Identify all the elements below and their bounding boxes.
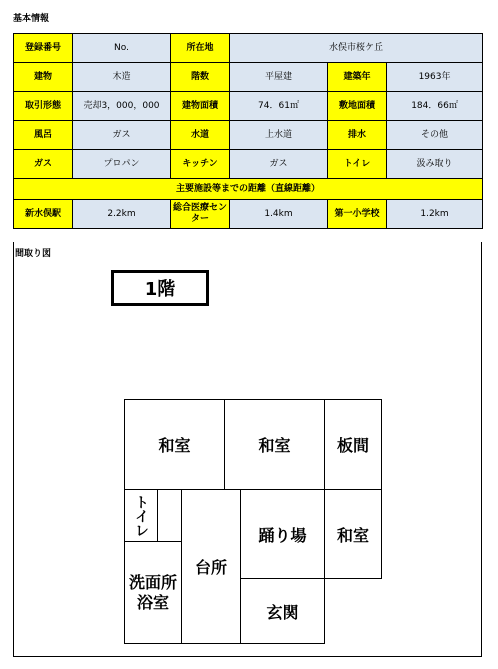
value-built-year: 1963年: [387, 63, 483, 92]
label-school: 第一小学校: [328, 200, 387, 229]
label-hospital: 総合医療センター: [171, 200, 230, 229]
label-station: 新水俣駅: [14, 200, 73, 229]
label-floors: 階数: [171, 63, 230, 92]
label-building: 建物: [14, 63, 73, 92]
room-genkan: 玄関: [240, 578, 325, 644]
floor-plan-label: 間取り図: [15, 249, 52, 259]
value-drainage: その他: [387, 121, 483, 150]
value-bath: ガス: [73, 121, 171, 150]
table-row: [14, 179, 483, 200]
section-title: 基本情報: [13, 14, 50, 24]
floor-label: 1階: [111, 270, 209, 306]
label-drainage: 排水: [328, 121, 387, 150]
table-row: [14, 92, 483, 121]
room-washitsu-1: 和室: [124, 399, 225, 490]
value-land-area: 184．66㎡: [387, 92, 483, 121]
label-gas: ガス: [14, 150, 73, 179]
label-land-area: 敷地面積: [328, 92, 387, 121]
table-row: [14, 150, 483, 179]
label-registration-no: 登録番号: [14, 34, 73, 63]
room-daidokoro: 台所: [181, 489, 241, 644]
table-row: [14, 200, 483, 229]
room-washitsu-2: 和室: [224, 399, 325, 490]
value-registration-no: No.: [73, 34, 171, 63]
property-info-table: [13, 33, 483, 229]
value-location: 水俣市桜ケ丘: [230, 34, 483, 63]
value-floors: 平屋建: [230, 63, 328, 92]
value-hospital: 1.4km: [230, 200, 328, 229]
value-water: 上水道: [230, 121, 328, 150]
label-location: 所在地: [171, 34, 230, 63]
value-school: 1.2km: [387, 200, 483, 229]
value-gas: プロパン: [73, 150, 171, 179]
label-built-year: 建築年: [328, 63, 387, 92]
label-bath: 風呂: [14, 121, 73, 150]
table-row: [14, 34, 483, 63]
label-kitchen: キッチン: [171, 150, 230, 179]
value-transaction: 売却3，000，000: [73, 92, 171, 121]
label-transaction: 取引形態: [14, 92, 73, 121]
room-washitsu-3: 和室: [324, 489, 382, 579]
room-itama: 板間: [324, 399, 382, 490]
label-toilet: トイレ: [328, 150, 387, 179]
value-building-area: 74．61㎡: [230, 92, 328, 121]
value-toilet: 汲み取り: [387, 150, 483, 179]
distance-header: 主要施設等までの距離（直線距離）: [14, 179, 483, 200]
value-building: 木造: [73, 63, 171, 92]
room-senmen-yokushitsu: 洗面所 浴室: [124, 541, 182, 644]
table-row: [14, 63, 483, 92]
room-odoriba: 踊り場: [240, 489, 325, 579]
room-toilet: トイレ: [124, 489, 158, 542]
value-kitchen: ガス: [230, 150, 328, 179]
label-water: 水道: [171, 121, 230, 150]
value-station: 2.2km: [73, 200, 171, 229]
table-row: [14, 121, 483, 150]
label-building-area: 建物面積: [171, 92, 230, 121]
